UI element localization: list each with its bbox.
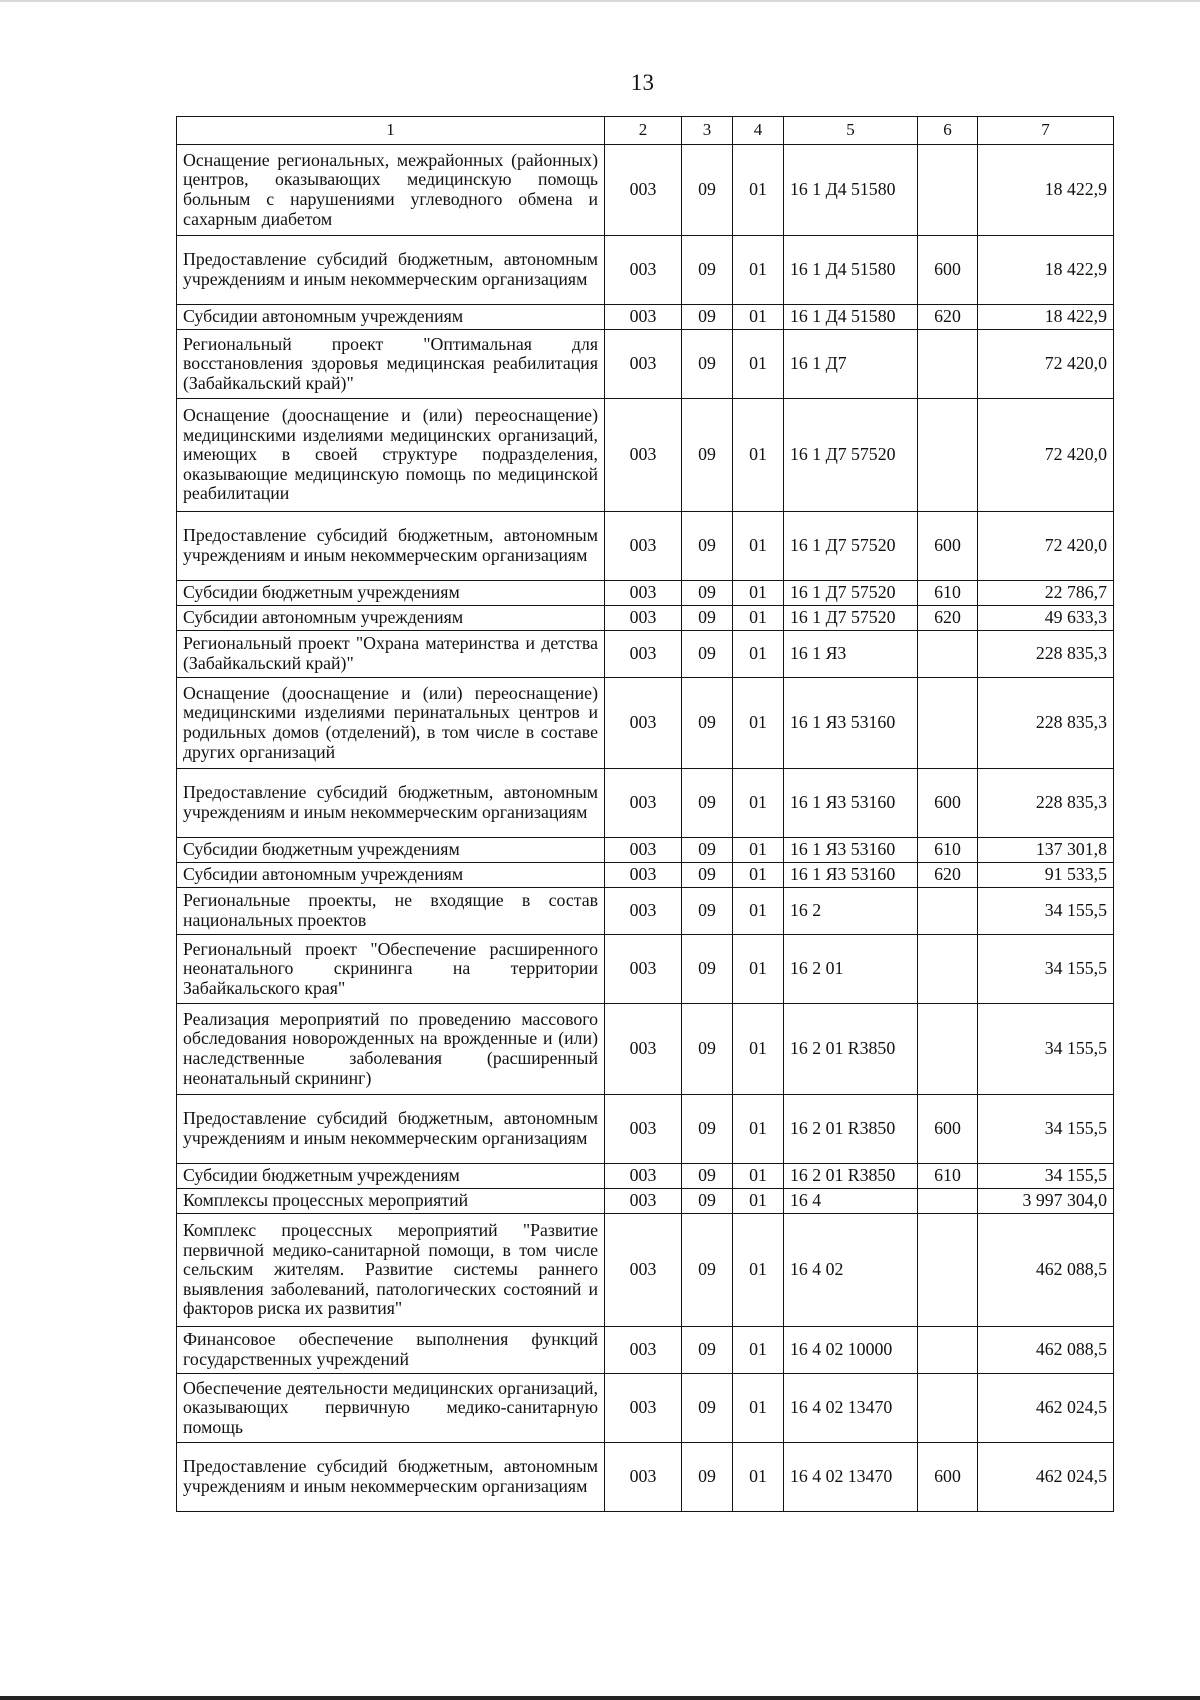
- row-target-article-cell: 16 2 01 R3850: [784, 1095, 918, 1164]
- row-admin-code-cell: 003: [605, 1164, 682, 1189]
- row-section-cell: 09: [682, 1004, 733, 1095]
- column-header-7: 7: [978, 117, 1114, 145]
- row-target-article-cell: 16 1 Д7: [784, 330, 918, 399]
- table-row: [177, 1327, 1114, 1374]
- row-expense-type-cell: [918, 1374, 978, 1443]
- row-section-cell: 09: [682, 863, 733, 888]
- row-section-cell: 09: [682, 935, 733, 1004]
- row-amount-cell: 72 420,0: [978, 399, 1114, 512]
- row-target-article-cell: 16 1 Я3 53160: [784, 838, 918, 863]
- row-admin-code-cell: 003: [605, 512, 682, 581]
- row-target-article-cell: 16 4 02 10000: [784, 1327, 918, 1374]
- row-subsection-cell: 01: [733, 399, 784, 512]
- row-subsection-cell: 01: [733, 581, 784, 606]
- row-subsection-cell: 01: [733, 1374, 784, 1443]
- row-subsection-cell: 01: [733, 1164, 784, 1189]
- row-amount-cell: 72 420,0: [978, 330, 1114, 399]
- row-target-article-cell: 16 1 Д7 57520: [784, 606, 918, 631]
- row-target-article-cell: 16 1 Я3 53160: [784, 678, 918, 769]
- row-subsection-cell: 01: [733, 769, 784, 838]
- row-section-cell: 09: [682, 769, 733, 838]
- table-row: [177, 935, 1114, 1004]
- row-subsection-cell: 01: [733, 1004, 784, 1095]
- row-expense-type-cell: 620: [918, 863, 978, 888]
- row-name-cell: Оснащение региональных, межрайонных (районных) центров, оказывающих медицинскую помощь больным с нарушениями углеводного обмена и сахарным диабетом: [177, 145, 605, 236]
- row-subsection-cell: 01: [733, 1214, 784, 1327]
- row-amount-cell: 34 155,5: [978, 1004, 1114, 1095]
- row-subsection-cell: 01: [733, 606, 784, 631]
- row-amount-cell: 49 633,3: [978, 606, 1114, 631]
- row-subsection-cell: 01: [733, 145, 784, 236]
- row-subsection-cell: 01: [733, 935, 784, 1004]
- row-admin-code-cell: 003: [605, 330, 682, 399]
- row-expense-type-cell: 600: [918, 1443, 978, 1512]
- row-section-cell: 09: [682, 512, 733, 581]
- budget-table: [176, 116, 1114, 1512]
- row-target-article-cell: 16 2: [784, 888, 918, 935]
- row-subsection-cell: 01: [733, 678, 784, 769]
- row-admin-code-cell: 003: [605, 1189, 682, 1214]
- row-expense-type-cell: [918, 399, 978, 512]
- row-amount-cell: 3 997 304,0: [978, 1189, 1114, 1214]
- row-amount-cell: 228 835,3: [978, 631, 1114, 678]
- row-section-cell: 09: [682, 888, 733, 935]
- table-row: [177, 1189, 1114, 1214]
- row-expense-type-cell: [918, 888, 978, 935]
- table-row: [177, 888, 1114, 935]
- row-subsection-cell: 01: [733, 888, 784, 935]
- row-admin-code-cell: 003: [605, 678, 682, 769]
- row-subsection-cell: 01: [733, 838, 784, 863]
- row-expense-type-cell: 610: [918, 1164, 978, 1189]
- row-expense-type-cell: 600: [918, 769, 978, 838]
- column-header-5: 5: [784, 117, 918, 145]
- row-subsection-cell: 01: [733, 1189, 784, 1214]
- page-bottom-border: [0, 1696, 1200, 1700]
- row-admin-code-cell: 003: [605, 769, 682, 838]
- row-section-cell: 09: [682, 145, 733, 236]
- row-admin-code-cell: 003: [605, 1095, 682, 1164]
- row-name-cell: Предоставление субсидий бюджетным, автономным учреждениям и иным некоммерческим организациям: [177, 769, 605, 838]
- row-amount-cell: 91 533,5: [978, 863, 1114, 888]
- row-name-cell: Предоставление субсидий бюджетным, автономным учреждениям и иным некоммерческим организациям: [177, 1095, 605, 1164]
- row-admin-code-cell: 003: [605, 888, 682, 935]
- row-name-cell: Предоставление субсидий бюджетным, автономным учреждениям и иным некоммерческим организациям: [177, 236, 605, 305]
- table-row: [177, 399, 1114, 512]
- row-target-article-cell: 16 4 02 13470: [784, 1443, 918, 1512]
- row-expense-type-cell: [918, 1004, 978, 1095]
- row-amount-cell: 228 835,3: [978, 678, 1114, 769]
- row-amount-cell: 462 088,5: [978, 1327, 1114, 1374]
- row-name-cell: Субсидии бюджетным учреждениям: [177, 838, 605, 863]
- row-admin-code-cell: 003: [605, 305, 682, 330]
- row-name-cell: Субсидии автономным учреждениям: [177, 606, 605, 631]
- row-subsection-cell: 01: [733, 236, 784, 305]
- table-row: [177, 863, 1114, 888]
- row-admin-code-cell: 003: [605, 606, 682, 631]
- row-subsection-cell: 01: [733, 631, 784, 678]
- page-number: 13: [630, 70, 655, 95]
- table-row: [177, 581, 1114, 606]
- row-name-cell: Региональный проект "Охрана материнства и детства (Забайкальский край)": [177, 631, 605, 678]
- row-subsection-cell: 01: [733, 305, 784, 330]
- row-subsection-cell: 01: [733, 1443, 784, 1512]
- row-expense-type-cell: 610: [918, 581, 978, 606]
- row-admin-code-cell: 003: [605, 1327, 682, 1374]
- table-row: [177, 1443, 1114, 1512]
- row-admin-code-cell: 003: [605, 236, 682, 305]
- row-amount-cell: 462 088,5: [978, 1214, 1114, 1327]
- row-section-cell: 09: [682, 305, 733, 330]
- row-admin-code-cell: 003: [605, 581, 682, 606]
- table-row: [177, 838, 1114, 863]
- row-section-cell: 09: [682, 606, 733, 631]
- row-amount-cell: 34 155,5: [978, 888, 1114, 935]
- row-section-cell: 09: [682, 236, 733, 305]
- row-section-cell: 09: [682, 1189, 733, 1214]
- row-section-cell: 09: [682, 581, 733, 606]
- row-target-article-cell: 16 2 01: [784, 935, 918, 1004]
- row-section-cell: 09: [682, 1095, 733, 1164]
- row-subsection-cell: 01: [733, 863, 784, 888]
- row-amount-cell: 34 155,5: [978, 935, 1114, 1004]
- row-subsection-cell: 01: [733, 1327, 784, 1374]
- table-row: [177, 236, 1114, 305]
- row-target-article-cell: 16 1 Д4 51580: [784, 236, 918, 305]
- table-row: [177, 769, 1114, 838]
- column-header-2: 2: [605, 117, 682, 145]
- row-admin-code-cell: 003: [605, 1214, 682, 1327]
- column-header-4: 4: [733, 117, 784, 145]
- column-header-6: 6: [918, 117, 978, 145]
- row-target-article-cell: 16 1 Д4 51580: [784, 145, 918, 236]
- row-target-article-cell: 16 1 Я3 53160: [784, 863, 918, 888]
- row-subsection-cell: 01: [733, 1095, 784, 1164]
- table-body: [177, 145, 1114, 1512]
- row-name-cell: Финансовое обеспечение выполнения функций государственных учреждений: [177, 1327, 605, 1374]
- table-row: [177, 1095, 1114, 1164]
- table-row: [177, 678, 1114, 769]
- row-expense-type-cell: [918, 330, 978, 399]
- row-expense-type-cell: 620: [918, 305, 978, 330]
- row-name-cell: Обеспечение деятельности медицинских организаций, оказывающих первичную медико-санитарную помощь: [177, 1374, 605, 1443]
- row-target-article-cell: 16 1 Я3 53160: [784, 769, 918, 838]
- row-amount-cell: 18 422,9: [978, 145, 1114, 236]
- row-target-article-cell: 16 4 02 13470: [784, 1374, 918, 1443]
- row-section-cell: 09: [682, 399, 733, 512]
- row-target-article-cell: 16 1 Д4 51580: [784, 305, 918, 330]
- row-target-article-cell: 16 1 Д7 57520: [784, 399, 918, 512]
- row-expense-type-cell: 610: [918, 838, 978, 863]
- row-expense-type-cell: [918, 935, 978, 1004]
- row-expense-type-cell: [918, 1327, 978, 1374]
- row-name-cell: Оснащение (дооснащение и (или) переоснащение) медицинскими изделиями перинатальных центров и родильных домов (отделений), в том числе в составе других организаций: [177, 678, 605, 769]
- row-name-cell: Региональный проект "Обеспечение расширенного неонатального скрининга на территории Забайкальского края": [177, 935, 605, 1004]
- column-header-3: 3: [682, 117, 733, 145]
- table-row: [177, 1164, 1114, 1189]
- row-subsection-cell: 01: [733, 512, 784, 581]
- row-expense-type-cell: [918, 631, 978, 678]
- row-name-cell: Оснащение (дооснащение и (или) переоснащение) медицинскими изделиями медицинских организаций, имеющих в своей структуре подразделения, оказывающие медицинскую помощь по медицинской реабилитации: [177, 399, 605, 512]
- row-target-article-cell: 16 1 Д7 57520: [784, 581, 918, 606]
- row-admin-code-cell: 003: [605, 145, 682, 236]
- row-section-cell: 09: [682, 1214, 733, 1327]
- row-amount-cell: 462 024,5: [978, 1443, 1114, 1512]
- row-name-cell: Субсидии бюджетным учреждениям: [177, 581, 605, 606]
- row-expense-type-cell: [918, 1214, 978, 1327]
- row-expense-type-cell: 600: [918, 1095, 978, 1164]
- row-target-article-cell: 16 4 02: [784, 1214, 918, 1327]
- row-subsection-cell: 01: [733, 330, 784, 399]
- row-section-cell: 09: [682, 838, 733, 863]
- row-target-article-cell: 16 2 01 R3850: [784, 1004, 918, 1095]
- row-name-cell: Региональный проект "Оптимальная для восстановления здоровья медицинская реабилитация (Забайкальский край)": [177, 330, 605, 399]
- row-amount-cell: 137 301,8: [978, 838, 1114, 863]
- row-section-cell: 09: [682, 631, 733, 678]
- row-section-cell: 09: [682, 1374, 733, 1443]
- row-target-article-cell: 16 1 Д7 57520: [784, 512, 918, 581]
- row-target-article-cell: 16 2 01 R3850: [784, 1164, 918, 1189]
- row-admin-code-cell: 003: [605, 399, 682, 512]
- row-admin-code-cell: 003: [605, 1443, 682, 1512]
- row-expense-type-cell: 620: [918, 606, 978, 631]
- row-expense-type-cell: [918, 678, 978, 769]
- row-section-cell: 09: [682, 1164, 733, 1189]
- row-admin-code-cell: 003: [605, 935, 682, 1004]
- row-section-cell: 09: [682, 1443, 733, 1512]
- table-row: [177, 631, 1114, 678]
- row-amount-cell: 18 422,9: [978, 305, 1114, 330]
- row-admin-code-cell: 003: [605, 1004, 682, 1095]
- page-top-border: [0, 0, 1200, 2]
- row-amount-cell: 228 835,3: [978, 769, 1114, 838]
- row-expense-type-cell: [918, 145, 978, 236]
- column-header-1: 1: [177, 117, 605, 145]
- row-expense-type-cell: 600: [918, 236, 978, 305]
- row-amount-cell: 34 155,5: [978, 1164, 1114, 1189]
- table-row: [177, 145, 1114, 236]
- table-row: [177, 512, 1114, 581]
- row-name-cell: Комплекс процессных мероприятий "Развитие первичной медико-санитарной помощи, в том числе сельским жителям. Развитие системы раннего выявления заболеваний, патологических состояний и факторов риска их развития": [177, 1214, 605, 1327]
- row-expense-type-cell: 600: [918, 512, 978, 581]
- header-row: [177, 117, 1114, 145]
- row-name-cell: Предоставление субсидий бюджетным, автономным учреждениям и иным некоммерческим организациям: [177, 1443, 605, 1512]
- row-amount-cell: 462 024,5: [978, 1374, 1114, 1443]
- table-row: [177, 1214, 1114, 1327]
- row-admin-code-cell: 003: [605, 838, 682, 863]
- row-amount-cell: 34 155,5: [978, 1095, 1114, 1164]
- table-row: [177, 305, 1114, 330]
- row-amount-cell: 22 786,7: [978, 581, 1114, 606]
- row-admin-code-cell: 003: [605, 1374, 682, 1443]
- row-name-cell: Реализация мероприятий по проведению массового обследования новорожденных на врожденные и (или) наследственные заболевания (расширенный неонатальный скрининг): [177, 1004, 605, 1095]
- row-amount-cell: 72 420,0: [978, 512, 1114, 581]
- row-target-article-cell: 16 4: [784, 1189, 918, 1214]
- table-row: [177, 606, 1114, 631]
- table-row: [177, 1374, 1114, 1443]
- row-name-cell: Предоставление субсидий бюджетным, автономным учреждениям и иным некоммерческим организациям: [177, 512, 605, 581]
- table-row: [177, 1004, 1114, 1095]
- row-amount-cell: 18 422,9: [978, 236, 1114, 305]
- row-section-cell: 09: [682, 330, 733, 399]
- row-name-cell: Субсидии бюджетным учреждениям: [177, 1164, 605, 1189]
- row-section-cell: 09: [682, 678, 733, 769]
- row-name-cell: Субсидии автономным учреждениям: [177, 305, 605, 330]
- row-section-cell: 09: [682, 1327, 733, 1374]
- row-admin-code-cell: 003: [605, 863, 682, 888]
- row-name-cell: Комплексы процессных мероприятий: [177, 1189, 605, 1214]
- row-expense-type-cell: [918, 1189, 978, 1214]
- row-name-cell: Региональные проекты, не входящие в состав национальных проектов: [177, 888, 605, 935]
- row-name-cell: Субсидии автономным учреждениям: [177, 863, 605, 888]
- row-target-article-cell: 16 1 Я3: [784, 631, 918, 678]
- row-admin-code-cell: 003: [605, 631, 682, 678]
- table-row: [177, 330, 1114, 399]
